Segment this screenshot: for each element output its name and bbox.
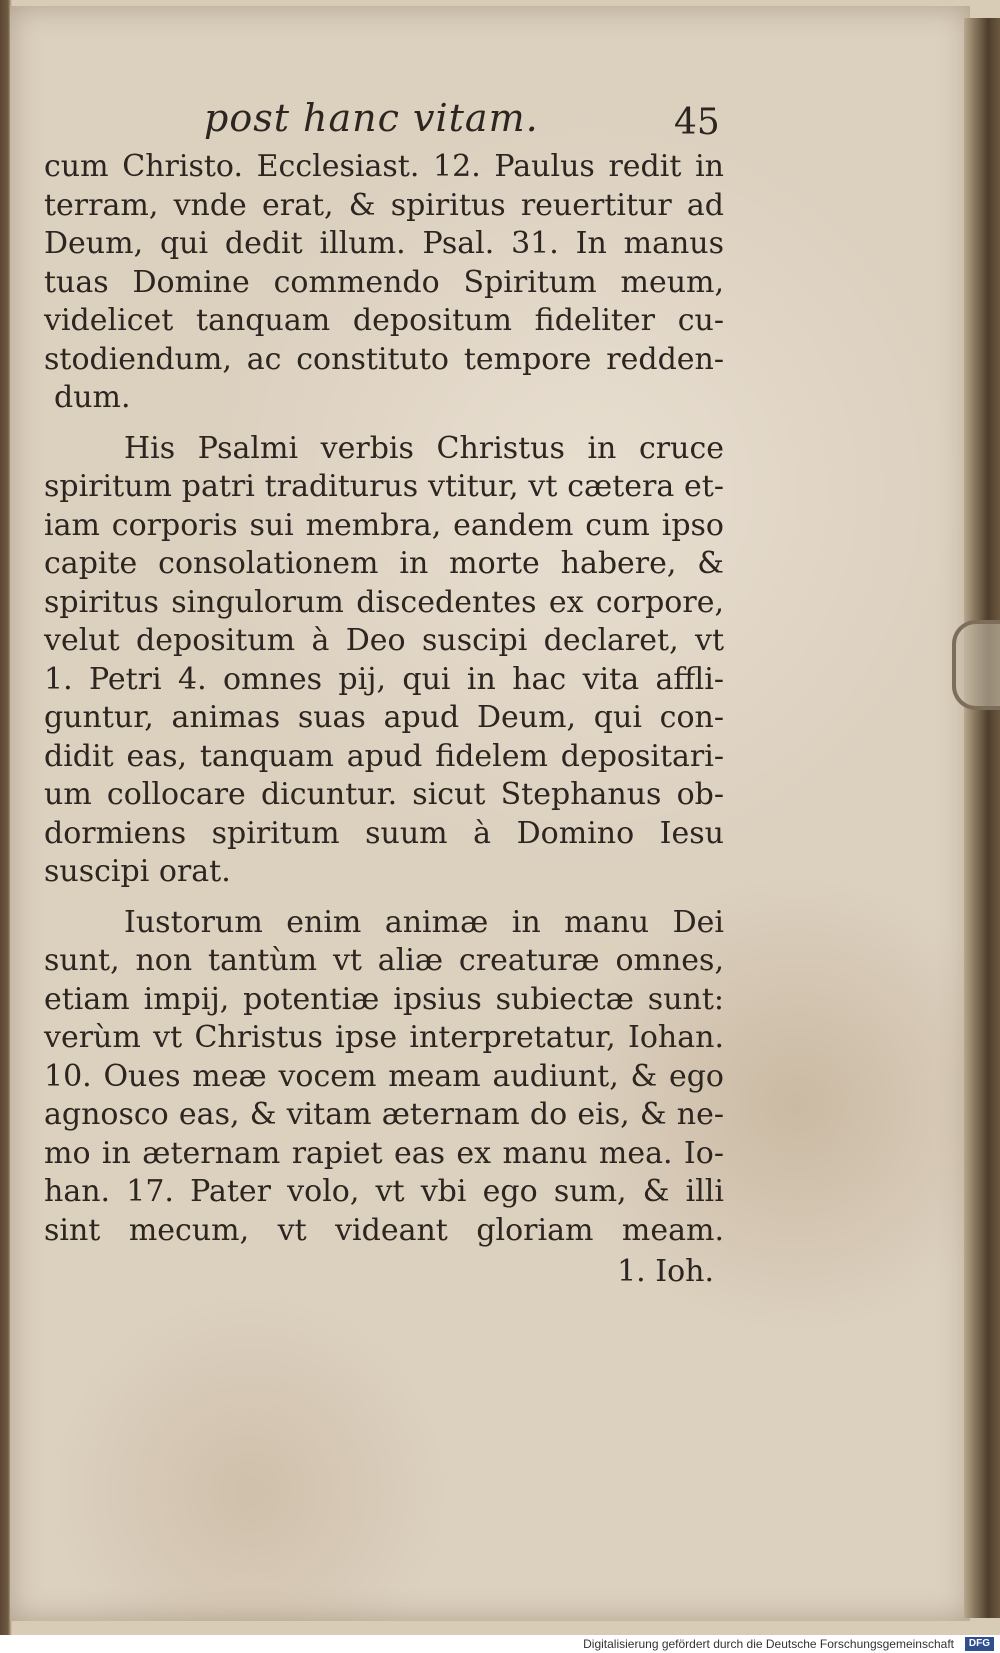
text-line: capite consolationem in morte habere, &	[44, 546, 724, 581]
text-line: agnosco eas, & vitam æternam do eis, & ne-	[44, 1097, 724, 1132]
text-line: stodiendum, ac constituto tempore redden-	[44, 341, 724, 377]
page-text-block	[44, 96, 724, 1292]
paragraph-2	[44, 430, 724, 892]
text-line: um collocare dicuntur. sicut Stephanus ob-	[44, 777, 724, 812]
paragraph-3	[44, 904, 724, 1251]
text-line: didit eas, tanquam apud fidelem depositari-	[44, 738, 724, 774]
dfg-logo: DFG	[965, 1637, 994, 1651]
text-line: sint mecum, vt videant gloriam meam.	[44, 1212, 724, 1248]
text-line: dormiens spiritum suum à Domino Iesu	[44, 815, 724, 851]
text-line: han. 17. Pater volo, vt vbi ego sum, & illi	[44, 1174, 724, 1209]
text-line: mo in æternam rapiet eas ex manu mea. Io-	[44, 1135, 724, 1171]
page-fore-edge	[964, 18, 1000, 1618]
text-line: Deum, qui dedit illum. Psal. 31. In manus	[44, 226, 724, 261]
clasp-ring	[952, 620, 1000, 710]
text-line: tuas Domine commendo Spiritum meum,	[44, 264, 724, 300]
paragraph-gap	[44, 892, 724, 904]
text-line: 10. Oues meæ vocem meam audiunt, & ego	[44, 1058, 724, 1094]
running-head	[44, 96, 724, 148]
text-line: guntur, animas suas apud Deum, qui con-	[44, 700, 724, 735]
text-line: verùm vt Christus ipse interpretatur, Iohan.	[44, 1020, 724, 1055]
text-line: sunt, non tantùm vt aliæ creaturæ omnes,	[44, 943, 724, 978]
text-line: Iustorum enim animæ in manu Dei	[124, 904, 724, 940]
text-line: spiritus singulorum discedentes ex corpore,	[44, 584, 724, 620]
text-line: etiam impij, potentiæ ipsius subiectæ sunt:	[44, 981, 724, 1017]
text-line: videlicet tanquam depositum fideliter cu-	[44, 303, 724, 338]
paragraph-gap	[44, 418, 724, 430]
text-line: 1. Petri 4. omnes pij, qui in hac vita affli-	[44, 661, 724, 697]
text-line: cum Christo. Ecclesiast. 12. Paulus redit in	[44, 149, 724, 184]
paragraph-1	[44, 148, 724, 418]
running-title: post hanc vitam.	[204, 96, 539, 140]
text-line: iam corporis sui membra, eandem cum ipso	[44, 507, 724, 543]
funding-credit: Digitalisierung gefördert durch die Deutsche Forschungsgemeinschaft	[583, 1637, 954, 1651]
text-line: terram, vnde erat, & spiritus reuertitur ad	[44, 187, 724, 223]
text-line: His Psalmi verbis Christus in cruce	[124, 430, 724, 466]
catchword: 1. Ioh.	[617, 1254, 714, 1289]
text-line: spiritum patri traditurus vtitur, vt cætera et-	[44, 469, 724, 504]
text-line: velut depositum à Deo suscipi declaret, vt	[44, 623, 724, 658]
text-line: suscipi orat.	[44, 854, 231, 889]
digitization-footer	[0, 1635, 1000, 1653]
text-line: dum.	[54, 380, 131, 415]
page-number: 45	[674, 102, 720, 143]
